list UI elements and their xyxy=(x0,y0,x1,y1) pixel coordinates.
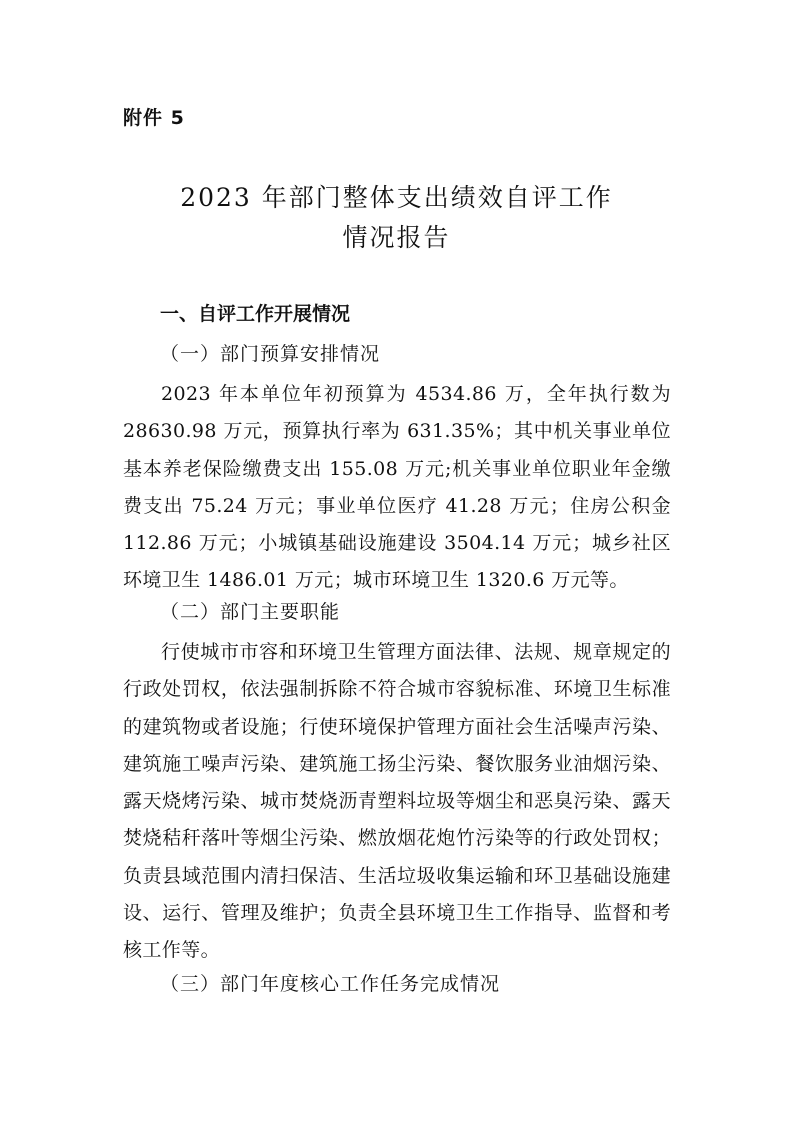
attachment-label: 附件 5 xyxy=(123,107,185,129)
subsection-2-heading: （二）部门主要职能 xyxy=(160,601,341,623)
subsection-1-heading: （一）部门预算安排情况 xyxy=(160,343,381,365)
budget-paragraph: 2023 年本单位年初预算为 4534.86 万，全年执行数为28630.98 万元，预算执行率为 631.35%；其中机关事业单位基本养老保险缴费支出 155.08 万元;机关事业单位职业年金缴费支出 75.24 万元；事业单位医疗 41.28 万元；住房公积金 112.86 万元；小城镇基础设施建设 3504.14 万元；城乡社区环境卫生 1486.01 万元；城市环境卫生 1320.6 万元等。 xyxy=(123,383,671,592)
section-1-heading: 一、自评工作开展情况 xyxy=(160,303,351,325)
subsection-3-heading: （三）部门年度核心工作任务完成情况 xyxy=(160,973,501,995)
report-title-line-1: 2023 年部门整体支出绩效自评工作 xyxy=(180,183,613,212)
functions-paragraph: 行使城市市容和环境卫生管理方面法律、法规、规章规定的行政处罚权，依法强制拆除不符合城市容貌标准、环境卫生标准的建筑物或者设施；行使环境保护管理方面社会生活噪声污染、建筑施工噪声污染、建筑施工扬尘污染、餐饮服务业油烟污染、露天烧烤污染、城市焚烧沥青塑料垃圾等烟尘和恶臭污染、露天焚烧秸秆落叶等烟尘污染、燃放烟花炮竹污染等的行政处罚权；负责县域范围内清扫保洁、生活垃圾收集运输和环卫基础设施建设、运行、管理及维护；负责全县环境卫生工作指导、监督和考核工作等。 xyxy=(123,641,671,962)
report-title-line-2: 情况报告 xyxy=(342,223,451,252)
